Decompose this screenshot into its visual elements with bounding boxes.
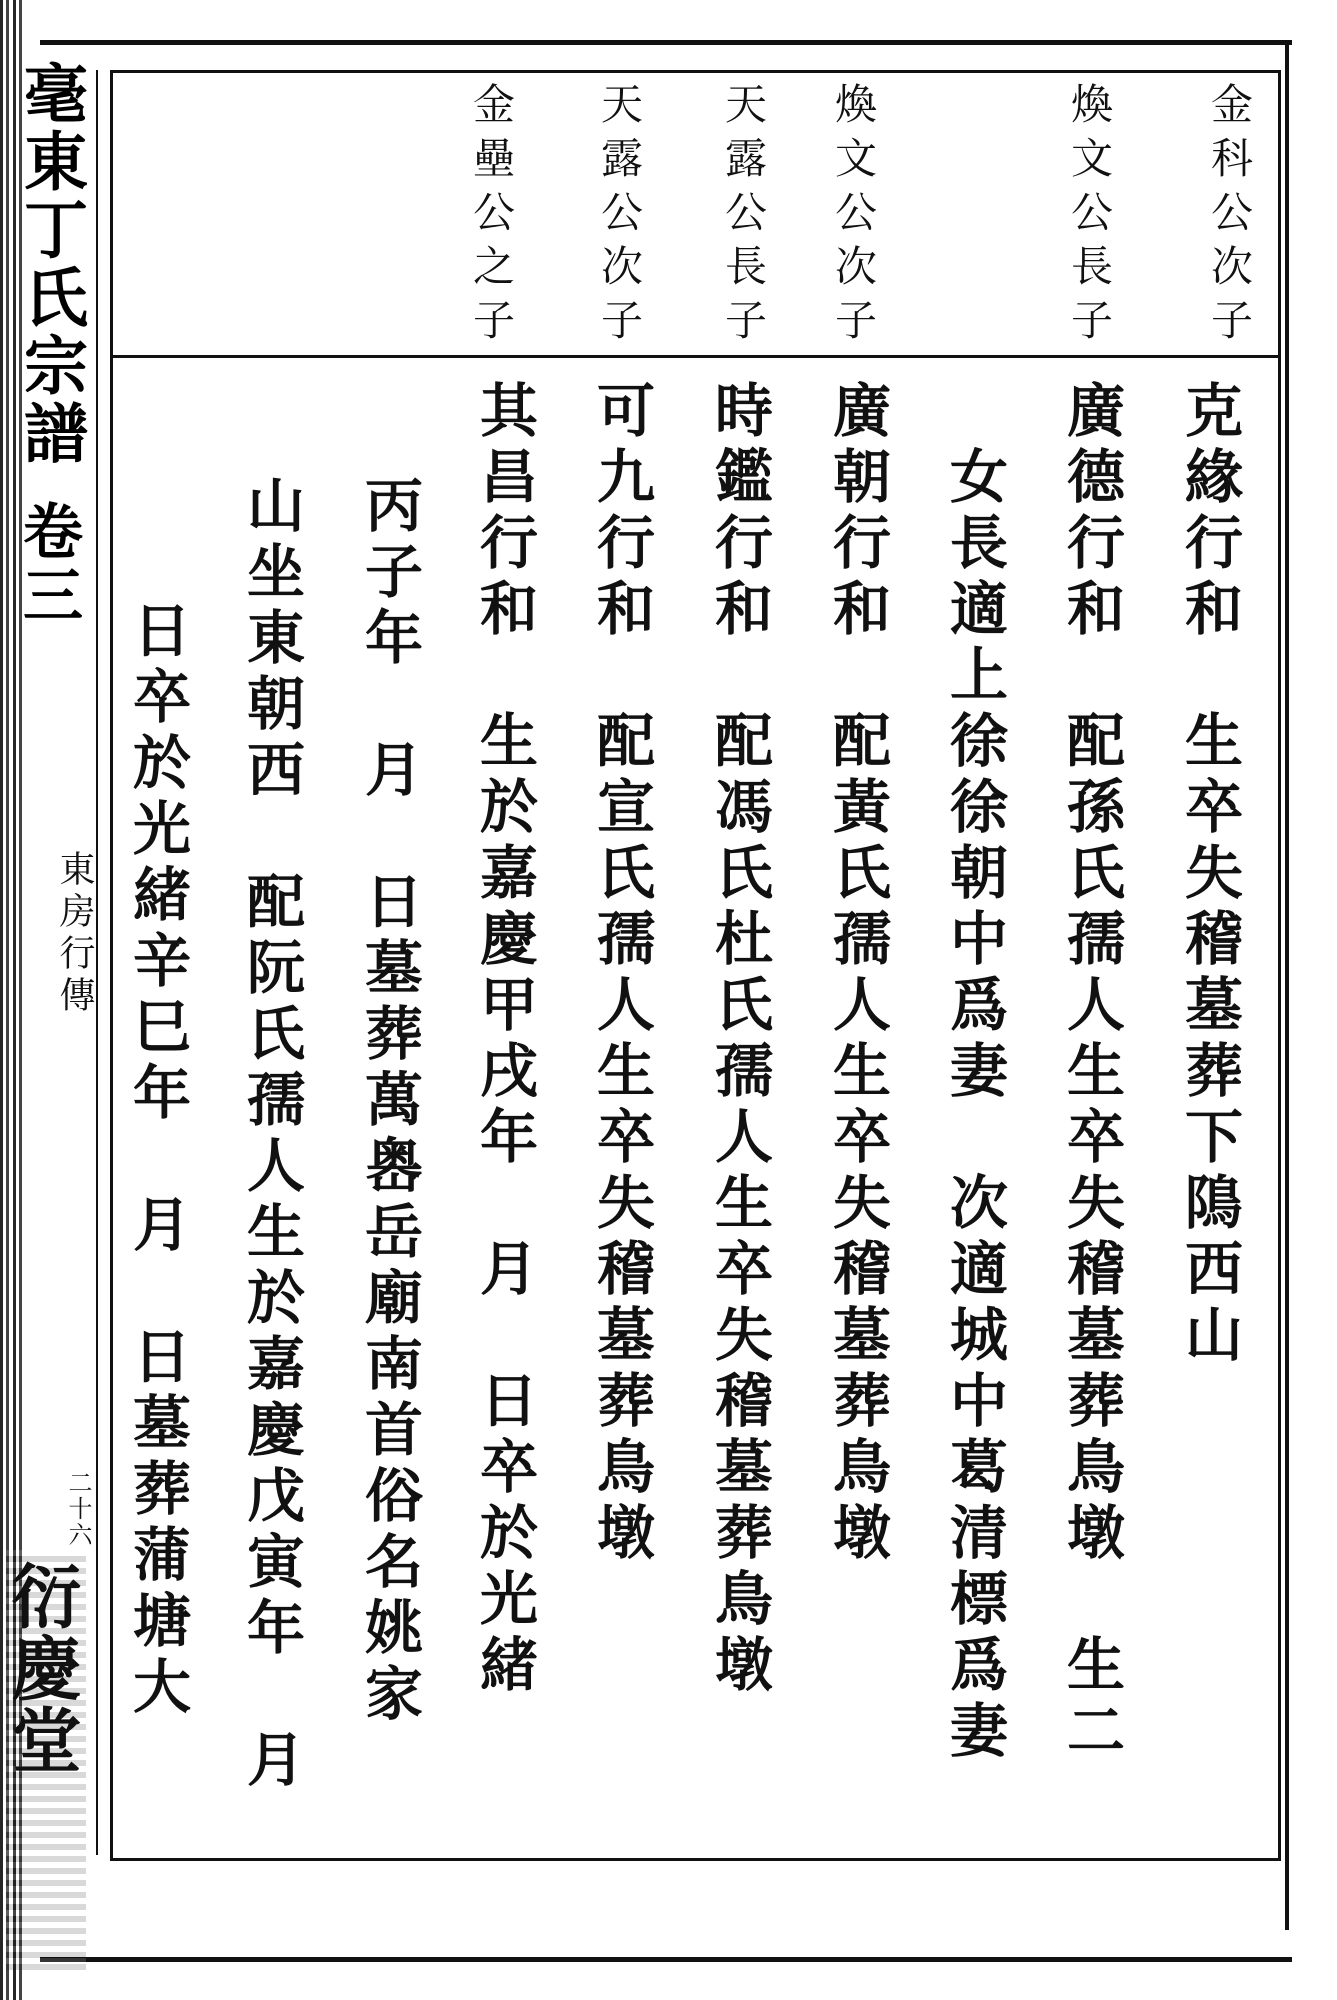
entry-column-9: 山坐東朝西 配阮氏孺人生於嘉慶戊寅年 月 [237,475,305,1795]
volume-label: 卷三 [13,500,83,628]
note-3: 煥文公次子 [829,82,878,352]
hall-name: 衍慶堂 [0,1560,83,1776]
entry-column-5: 時鑑行和 配馮氏杜氏孺人生卒失稽墓葬鳥墩 [705,380,773,1700]
entry-column-2: 廣德行和 配孫氏孺人生卒失稽墓葬鳥墩 生二 [1057,380,1125,1766]
note-6: 金壘公之子 [467,82,516,352]
note-2: 煥文公長子 [1065,82,1114,352]
margin-rule [96,70,98,1855]
entry-column-1: 克緣行和 生卒失稽墓葬下隝西山 [1175,380,1243,1370]
page-number: 二十六 [64,1470,92,1548]
note-5: 天露公次子 [595,82,644,352]
section-label: 東房行傳 [54,850,95,1018]
entry-column-7: 其昌行和 生於嘉慶甲戌年 月 日卒於光緒 [470,380,538,1700]
entry-column-8: 丙子年 月 日墓葬萬嶴岳廟南首俗名姚家 [355,475,423,1729]
entry-column-10: 日卒於光緒辛巳年 月 日墓葬蒲塘大 [123,600,191,1722]
book-title: 毫東丁氏宗譜 [13,60,88,468]
header-divider [110,355,1278,358]
note-4: 天露公長子 [719,82,768,352]
entry-column-4: 廣朝行和 配黃氏孺人生卒失稽墓葬鳥墩 [823,380,891,1568]
entry-column-6: 可九行和 配宣氏孺人生卒失稽墓葬鳥墩 [587,380,655,1568]
note-1: 金科公次子 [1205,82,1254,352]
entry-column-3: 女長適上徐徐朝中爲妻 次適城中葛清標爲妻 [940,380,1008,1766]
right-border-rule [1285,40,1289,1930]
